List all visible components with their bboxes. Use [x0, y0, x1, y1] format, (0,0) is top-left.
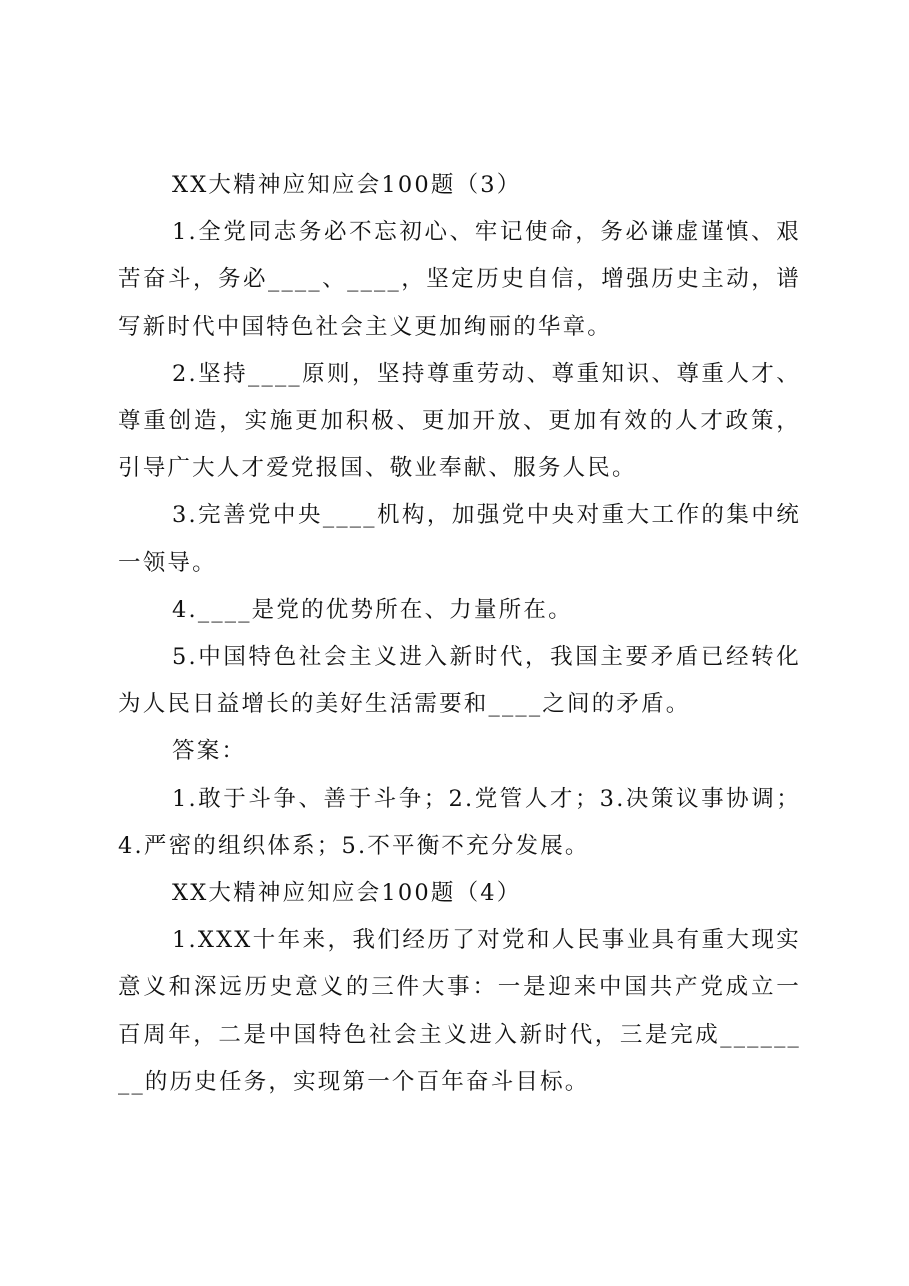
section-heading-4: XX大精神应知应会100题（4） [172, 880, 522, 907]
answers-text: 1.敢于斗争、善于斗争；2.党管人才；3.决策议事协调；4.严密的组织体系；5.不平衡不充分发展。 [118, 785, 801, 859]
document-body [118, 162, 801, 1106]
question-1: 1.全党同志务必不忘初心、牢记使命，务必谦虚谨慎、艰苦奋斗，务必____、____，坚定历史自信，增强历史主动，谱写新时代中国特色社会主义更加绚丽的华章。 [118, 219, 801, 340]
question-3: 3.完善党中央____机构，加强党中央对重大工作的集中统一领导。 [118, 502, 801, 576]
question-4: 4.____是党的优势所在、力量所在。 [172, 596, 573, 623]
question-5: 5.中国特色社会主义进入新时代，我国主要矛盾已经转化为人民日益增长的美好生活需要和____之间的矛盾。 [118, 644, 801, 718]
question-2: 2.坚持____原则，坚持尊重劳动、尊重知识、尊重人才、尊重创造，实施更加积极、更加开放、更加有效的人才政策，引导广大人才爱党报国、敬业奉献、服务人民。 [118, 360, 801, 482]
question-4-1: 1.XXX十年来，我们经历了对党和人民事业具有重大现实意义和深远历史意义的三件大事：一是迎来中国共产党成立一百周年，二是中国特色社会主义进入新时代，三是完成________的历史任务，实现第一个百年奋斗目标。 [118, 927, 801, 1095]
section-heading-3: XX大精神应知应会100题（3） [172, 172, 522, 198]
answers-heading: 答案： [172, 738, 247, 765]
